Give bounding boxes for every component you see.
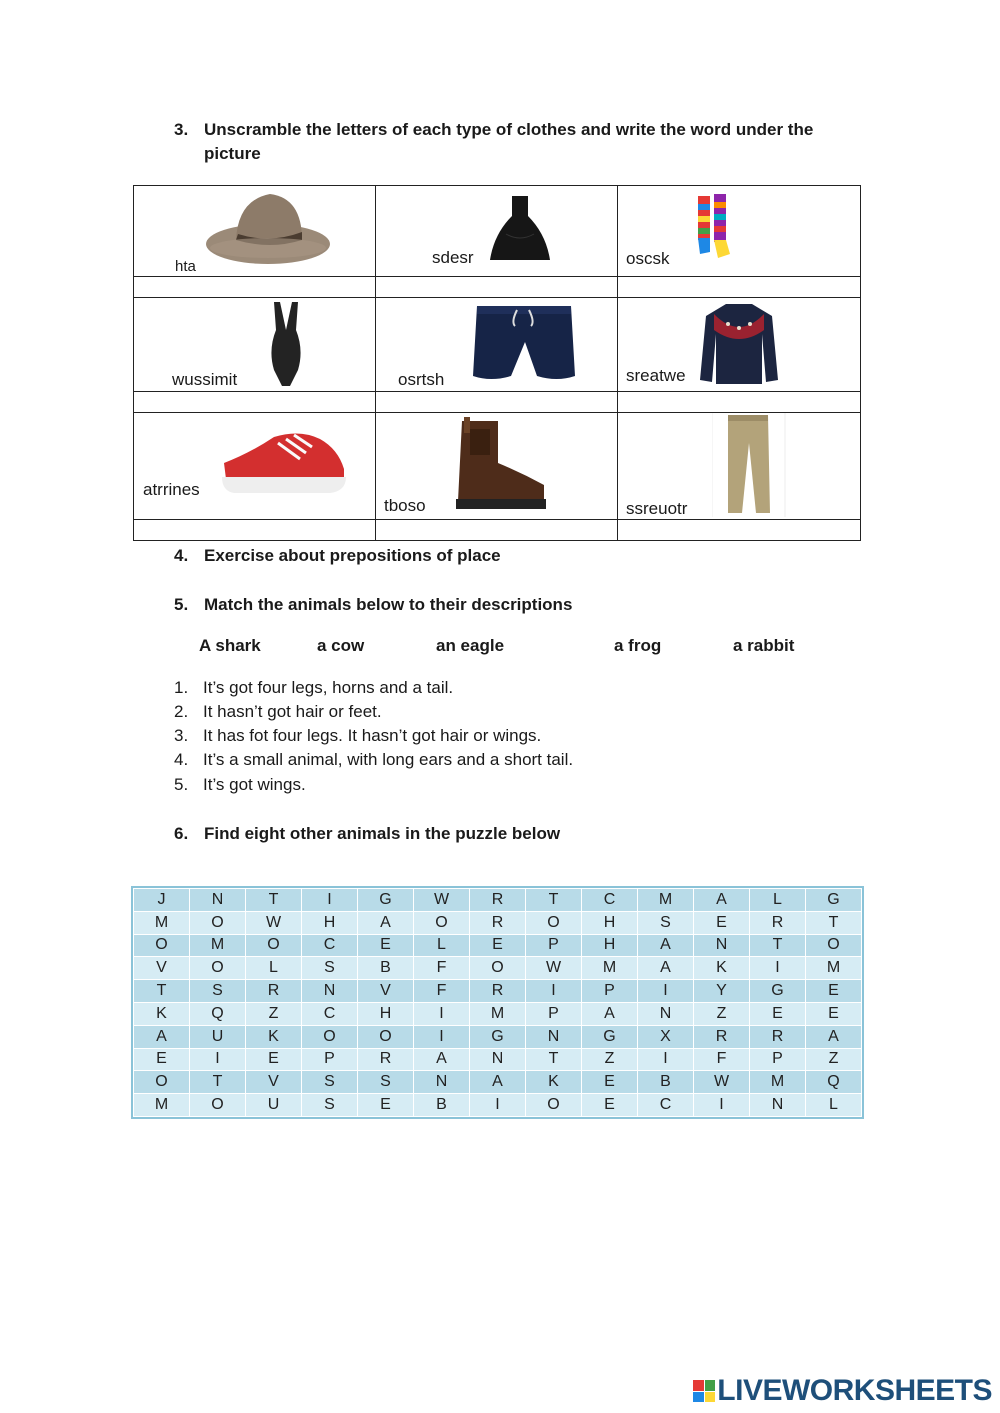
dress-icon: [486, 194, 554, 262]
section-title: Match the animals below to their descriptions: [204, 595, 573, 614]
puzzle-letter[interactable]: A: [358, 911, 414, 934]
puzzle-letter[interactable]: G: [470, 1025, 526, 1048]
puzzle-letter[interactable]: M: [750, 1071, 806, 1094]
trainers-icon: [220, 423, 350, 497]
logo-mark-icon: [693, 1380, 715, 1402]
puzzle-letter[interactable]: A: [694, 889, 750, 912]
puzzle-letter[interactable]: O: [190, 957, 246, 980]
puzzle-letter[interactable]: E: [358, 934, 414, 957]
puzzle-letter[interactable]: O: [470, 957, 526, 980]
puzzle-letter[interactable]: H: [582, 911, 638, 934]
puzzle-letter[interactable]: Y: [694, 980, 750, 1003]
puzzle-letter[interactable]: T: [806, 911, 862, 934]
puzzle-letter[interactable]: S: [302, 957, 358, 980]
puzzle-letter[interactable]: A: [806, 1025, 862, 1048]
puzzle-letter[interactable]: R: [470, 911, 526, 934]
puzzle-letter[interactable]: H: [582, 934, 638, 957]
puzzle-row: [134, 957, 862, 980]
animal-option: a rabbit: [733, 636, 795, 655]
puzzle-row: [134, 1094, 862, 1117]
clothes-cell-swimsuit: [134, 298, 376, 392]
puzzle-letter[interactable]: G: [750, 980, 806, 1003]
liveworksheets-logo: [693, 1374, 992, 1408]
puzzle-letter[interactable]: E: [470, 934, 526, 957]
puzzle-row: [134, 889, 862, 912]
answer-cell[interactable]: [376, 392, 618, 413]
puzzle-letter[interactable]: O: [526, 911, 582, 934]
section-title: Find eight other animals in the puzzle below: [204, 824, 561, 843]
answer-cell[interactable]: [376, 520, 618, 541]
puzzle-letter[interactable]: T: [526, 889, 582, 912]
answer-cell[interactable]: [134, 277, 376, 298]
puzzle-letter[interactable]: I: [414, 1025, 470, 1048]
puzzle-letter[interactable]: O: [134, 934, 190, 957]
puzzle-letter[interactable]: C: [582, 889, 638, 912]
puzzle-letter[interactable]: B: [414, 1094, 470, 1117]
puzzle-letter[interactable]: M: [190, 934, 246, 957]
puzzle-letter[interactable]: N: [750, 1094, 806, 1117]
puzzle-letter[interactable]: K: [134, 1002, 190, 1025]
puzzle-row: [134, 911, 862, 934]
puzzle-letter[interactable]: L: [414, 934, 470, 957]
puzzle-letter[interactable]: P: [526, 1002, 582, 1025]
puzzle-letter[interactable]: S: [190, 980, 246, 1003]
puzzle-letter[interactable]: S: [638, 911, 694, 934]
animal-option: a cow: [317, 636, 365, 655]
puzzle-letter[interactable]: V: [246, 1071, 302, 1094]
answer-cell[interactable]: [618, 520, 861, 541]
puzzle-letter[interactable]: K: [526, 1071, 582, 1094]
puzzle-letter[interactable]: O: [806, 934, 862, 957]
puzzle-letter[interactable]: O: [246, 934, 302, 957]
puzzle-letter[interactable]: E: [806, 1002, 862, 1025]
puzzle-letter[interactable]: K: [694, 957, 750, 980]
puzzle-letter[interactable]: L: [246, 957, 302, 980]
puzzle-letter[interactable]: E: [750, 1002, 806, 1025]
puzzle-letter[interactable]: N: [190, 889, 246, 912]
puzzle-row: [134, 980, 862, 1003]
clothes-cell-boots: [376, 413, 618, 520]
answer-cell[interactable]: [376, 277, 618, 298]
puzzle-letter[interactable]: I: [638, 1048, 694, 1071]
puzzle-letter[interactable]: U: [190, 1025, 246, 1048]
puzzle-letter[interactable]: J: [134, 889, 190, 912]
puzzle-letter[interactable]: R: [358, 1048, 414, 1071]
sweater-icon: [698, 300, 780, 386]
puzzle-letter[interactable]: G: [358, 889, 414, 912]
puzzle-letter[interactable]: N: [694, 934, 750, 957]
puzzle-letter[interactable]: T: [526, 1048, 582, 1071]
puzzle-row: [134, 1025, 862, 1048]
puzzle-letter[interactable]: T: [246, 889, 302, 912]
puzzle-letter[interactable]: I: [638, 980, 694, 1003]
section-3-heading: [174, 118, 854, 168]
clothes-table: [133, 185, 860, 546]
section-number: 6.: [174, 824, 189, 843]
puzzle-letter[interactable]: Z: [806, 1048, 862, 1071]
puzzle-row: [134, 1071, 862, 1094]
puzzle-letter[interactable]: B: [358, 957, 414, 980]
puzzle-letter[interactable]: Z: [694, 1002, 750, 1025]
puzzle-row: [134, 1002, 862, 1025]
puzzle-letter[interactable]: U: [246, 1094, 302, 1117]
puzzle-letter[interactable]: R: [470, 980, 526, 1003]
puzzle-letter[interactable]: M: [134, 911, 190, 934]
puzzle-letter[interactable]: N: [470, 1048, 526, 1071]
clothes-cell-socks: [618, 186, 861, 277]
puzzle-letter[interactable]: C: [638, 1094, 694, 1117]
puzzle-letter[interactable]: Q: [190, 1002, 246, 1025]
puzzle-letter[interactable]: I: [470, 1094, 526, 1117]
item-text: It has fot four legs. It hasn’t got hair or wings.: [203, 726, 542, 745]
puzzle-letter[interactable]: W: [694, 1071, 750, 1094]
puzzle-letter[interactable]: E: [134, 1048, 190, 1071]
answer-cell[interactable]: [618, 392, 861, 413]
clothes-cell-dress: [376, 186, 618, 277]
scrambled-word: wussimit: [172, 370, 238, 389]
answer-cell[interactable]: [134, 520, 376, 541]
puzzle-letter[interactable]: I: [694, 1094, 750, 1117]
puzzle-letter[interactable]: I: [526, 980, 582, 1003]
puzzle-letter[interactable]: M: [470, 1002, 526, 1025]
clothes-cell-trainers: [134, 413, 376, 520]
puzzle-letter[interactable]: A: [638, 934, 694, 957]
puzzle-letter[interactable]: I: [302, 889, 358, 912]
item-text: It hasn’t got hair or feet.: [203, 702, 382, 721]
puzzle-letter[interactable]: O: [190, 1094, 246, 1117]
puzzle-row: [134, 1048, 862, 1071]
puzzle-letter[interactable]: I: [414, 1002, 470, 1025]
puzzle-letter[interactable]: M: [638, 889, 694, 912]
puzzle-letter[interactable]: W: [526, 957, 582, 980]
section-4-heading: [174, 544, 854, 568]
puzzle-letter[interactable]: S: [358, 1071, 414, 1094]
animal-option: an eagle: [436, 636, 505, 655]
puzzle-letter[interactable]: S: [302, 1094, 358, 1117]
trousers-icon: [712, 413, 786, 517]
swimsuit-icon: [264, 300, 308, 388]
answer-cell[interactable]: [618, 277, 861, 298]
puzzle-letter[interactable]: N: [526, 1025, 582, 1048]
puzzle-letter[interactable]: E: [246, 1048, 302, 1071]
word-search-grid: [133, 888, 862, 1117]
puzzle-letter[interactable]: P: [750, 1048, 806, 1071]
clothes-cell-shorts: [376, 298, 618, 392]
scrambled-word: sdesr: [432, 248, 474, 267]
section-title: Exercise about prepositions of place: [204, 546, 501, 565]
puzzle-letter[interactable]: I: [750, 957, 806, 980]
puzzle-letter[interactable]: Z: [582, 1048, 638, 1071]
clothes-cell-trousers: [618, 413, 861, 520]
puzzle-letter[interactable]: R: [470, 889, 526, 912]
puzzle-letter[interactable]: Q: [806, 1071, 862, 1094]
puzzle-letter[interactable]: M: [134, 1094, 190, 1117]
puzzle-letter[interactable]: G: [582, 1025, 638, 1048]
puzzle-letter[interactable]: L: [806, 1094, 862, 1117]
puzzle-letter[interactable]: C: [302, 1002, 358, 1025]
socks-icon: [696, 192, 736, 262]
puzzle-letter[interactable]: P: [302, 1048, 358, 1071]
puzzle-letter[interactable]: O: [134, 1071, 190, 1094]
section-title: Unscramble the letters of each type of clothes and write the word under the picture: [204, 120, 814, 163]
scrambled-word: oscsk: [626, 249, 670, 268]
puzzle-letter[interactable]: E: [358, 1094, 414, 1117]
section-number: 4.: [174, 546, 189, 565]
puzzle-letter[interactable]: C: [302, 934, 358, 957]
boots-icon: [452, 415, 552, 513]
hat-icon: [202, 188, 338, 270]
logo-text: LIVEWORKSHEETS: [717, 1374, 992, 1407]
puzzle-letter[interactable]: T: [190, 1071, 246, 1094]
scrambled-word: tboso: [384, 496, 426, 515]
animal-option: a frog: [614, 636, 662, 655]
puzzle-letter[interactable]: R: [694, 1025, 750, 1048]
puzzle-letter[interactable]: O: [190, 911, 246, 934]
puzzle-letter[interactable]: O: [526, 1094, 582, 1117]
section-5-heading: [174, 593, 854, 617]
item-number: 1.: [174, 678, 189, 697]
puzzle-letter[interactable]: A: [414, 1048, 470, 1071]
puzzle-letter[interactable]: B: [638, 1071, 694, 1094]
item-number: 4.: [174, 750, 189, 769]
puzzle-row: [134, 934, 862, 957]
puzzle-letter[interactable]: T: [750, 934, 806, 957]
puzzle-letter[interactable]: I: [190, 1048, 246, 1071]
puzzle-letter[interactable]: R: [246, 980, 302, 1003]
puzzle-letter[interactable]: F: [414, 957, 470, 980]
puzzle-letter[interactable]: E: [694, 911, 750, 934]
scrambled-word: sreatwe: [626, 366, 686, 385]
puzzle-letter[interactable]: A: [582, 1002, 638, 1025]
puzzle-letter[interactable]: G: [806, 889, 862, 912]
puzzle-letter[interactable]: W: [414, 889, 470, 912]
scrambled-word: atrrines: [143, 480, 200, 499]
item-number: 3.: [174, 726, 189, 745]
item-text: It’s got four legs, horns and a tail.: [203, 678, 454, 697]
puzzle-letter[interactable]: O: [302, 1025, 358, 1048]
puzzle-letter[interactable]: M: [806, 957, 862, 980]
item-text: It’s a small animal, with long ears and a short tail.: [203, 750, 574, 769]
shorts-icon: [471, 302, 577, 384]
item-number: 5.: [174, 775, 189, 794]
puzzle-letter[interactable]: P: [582, 980, 638, 1003]
puzzle-letter[interactable]: A: [470, 1071, 526, 1094]
puzzle-letter[interactable]: R: [750, 1025, 806, 1048]
puzzle-letter[interactable]: O: [414, 911, 470, 934]
puzzle-letter[interactable]: E: [582, 1071, 638, 1094]
answer-cell[interactable]: [134, 392, 376, 413]
puzzle-letter[interactable]: S: [302, 1071, 358, 1094]
puzzle-letter[interactable]: L: [750, 889, 806, 912]
item-text: It’s got wings.: [203, 775, 306, 794]
puzzle-letter[interactable]: A: [134, 1025, 190, 1048]
puzzle-letter[interactable]: N: [302, 980, 358, 1003]
section-number: 3.: [174, 120, 189, 139]
animal-option: A shark: [199, 636, 261, 655]
puzzle-letter[interactable]: N: [414, 1071, 470, 1094]
section-number: 5.: [174, 595, 189, 614]
scrambled-word: osrtsh: [398, 370, 445, 389]
puzzle-letter[interactable]: F: [414, 980, 470, 1003]
puzzle-letter[interactable]: V: [358, 980, 414, 1003]
puzzle-letter[interactable]: E: [806, 980, 862, 1003]
puzzle-letter[interactable]: E: [582, 1094, 638, 1117]
scrambled-word: hta: [175, 258, 196, 275]
puzzle-letter[interactable]: R: [750, 911, 806, 934]
puzzle-letter[interactable]: O: [358, 1025, 414, 1048]
item-number: 2.: [174, 702, 189, 721]
puzzle-letter[interactable]: K: [246, 1025, 302, 1048]
puzzle-letter[interactable]: F: [694, 1048, 750, 1071]
scrambled-word: ssreuotr: [626, 499, 688, 518]
puzzle-letter[interactable]: Z: [246, 1002, 302, 1025]
puzzle-letter[interactable]: M: [582, 957, 638, 980]
puzzle-letter[interactable]: P: [526, 934, 582, 957]
puzzle-letter[interactable]: N: [638, 1002, 694, 1025]
puzzle-letter[interactable]: A: [638, 957, 694, 980]
puzzle-letter[interactable]: W: [246, 911, 302, 934]
section-6-heading: [174, 822, 854, 846]
clothes-cell-sweater: [618, 298, 861, 392]
clothes-cell-hat: [134, 186, 376, 277]
puzzle-letter[interactable]: T: [134, 980, 190, 1003]
puzzle-letter[interactable]: H: [358, 1002, 414, 1025]
puzzle-letter[interactable]: H: [302, 911, 358, 934]
puzzle-letter[interactable]: V: [134, 957, 190, 980]
puzzle-letter[interactable]: X: [638, 1025, 694, 1048]
